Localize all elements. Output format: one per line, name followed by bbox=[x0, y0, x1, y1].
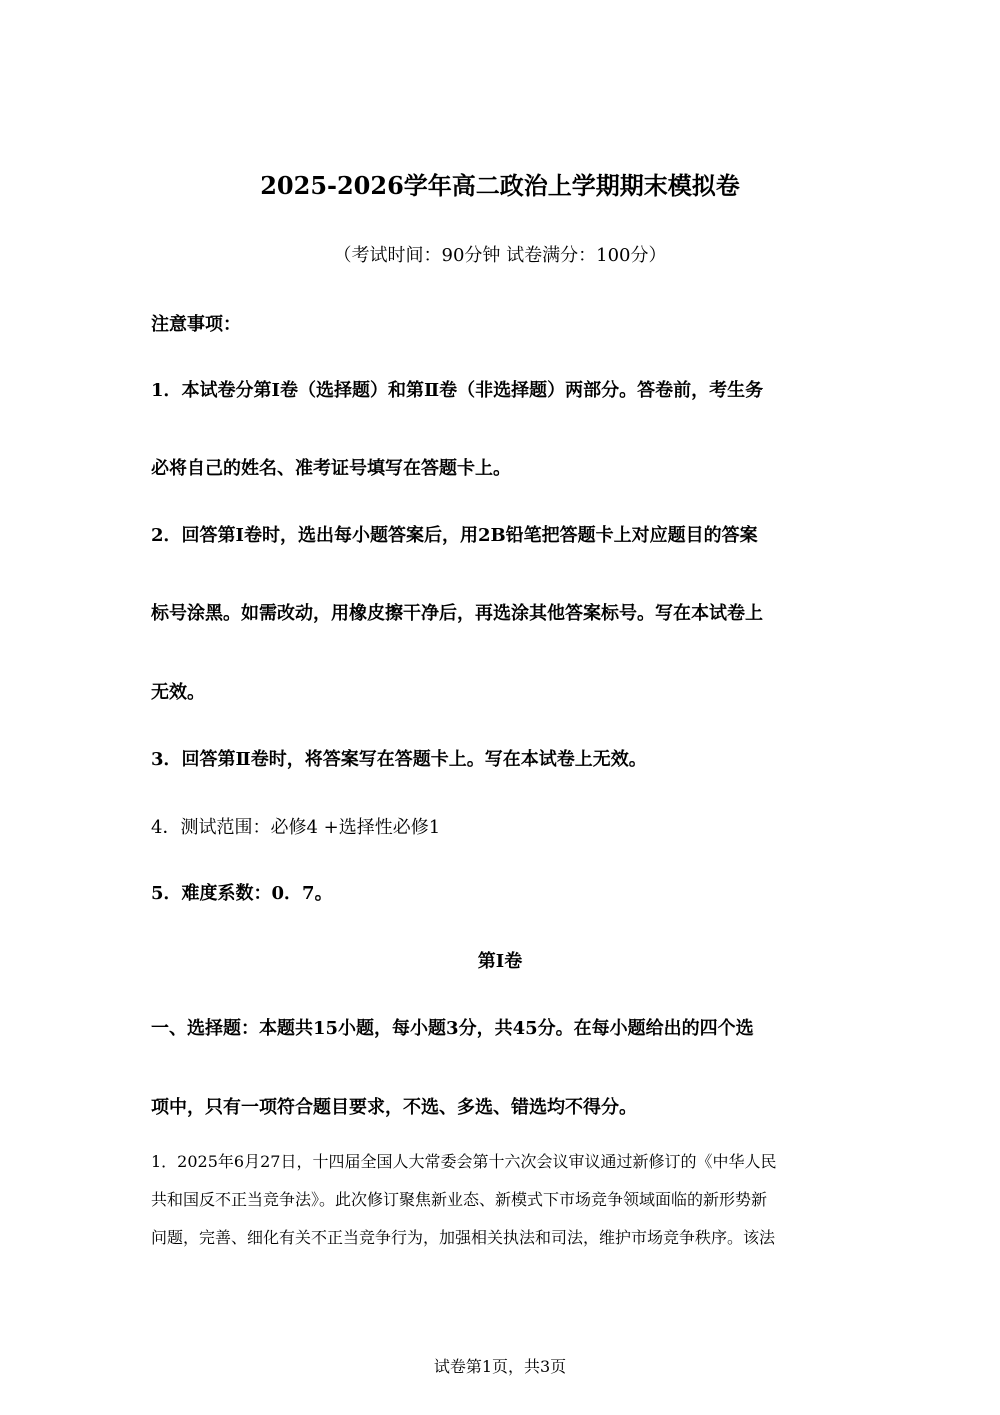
question-1-line-3: 问题，完善、细化有关不正当竞争行为，加强相关执法和司法，维护市场竞争秩序。该法 bbox=[151, 1228, 776, 1247]
volume-title: 第Ⅰ卷 bbox=[477, 951, 523, 972]
notice-heading: 注意事项： bbox=[151, 314, 241, 335]
notice-item-1-line-1: 1．本试卷分第Ⅰ卷（选择题）和第Ⅱ卷（非选择题）两部分。答卷前，考生务 bbox=[151, 380, 764, 401]
notice-item-3: 3．回答第Ⅱ卷时，将答案写在答题卡上。写在本试卷上无效。 bbox=[151, 749, 647, 770]
section-instruction-line-2: 项中，只有一项符合题目要求，不选、多选、错选均不得分。 bbox=[151, 1097, 637, 1118]
page-footer: 试卷第1页，共3页 bbox=[433, 1357, 567, 1376]
notice-item-4: 4．测试范围：必修4 +选择性必修1 bbox=[151, 817, 441, 838]
exam-info: （考试时间：90分钟 试卷满分：100分） bbox=[333, 245, 667, 266]
notice-item-2-line-3: 无效。 bbox=[151, 682, 205, 703]
page-title: 2025-2026学年高二政治上学期期末模拟卷 bbox=[260, 171, 740, 200]
notice-item-2-line-1: 2．回答第Ⅰ卷时，选出每小题答案后，用2B铅笔把答题卡上对应题目的答案 bbox=[151, 525, 758, 546]
notice-item-2-line-2: 标号涂黑。如需改动，用橡皮擦干净后，再选涂其他答案标号。写在本试卷上 bbox=[151, 603, 763, 624]
notice-item-5: 5．难度系数：0．7。 bbox=[151, 883, 333, 904]
question-1-line-1: 1．2025年6月27日，十四届全国人大常委会第十六次会议审议通过新修订的《中华人民 bbox=[151, 1152, 777, 1171]
section-instruction-line-1: 一、选择题：本题共15小题，每小题3分，共45分。在每小题给出的四个选 bbox=[151, 1018, 754, 1039]
notice-item-1-line-2: 必将自己的姓名、准考证号填写在答题卡上。 bbox=[151, 458, 511, 479]
question-1-line-2: 共和国反不正当竞争法》。此次修订聚焦新业态、新模式下市场竞争领域面临的新形势新 bbox=[151, 1190, 768, 1209]
